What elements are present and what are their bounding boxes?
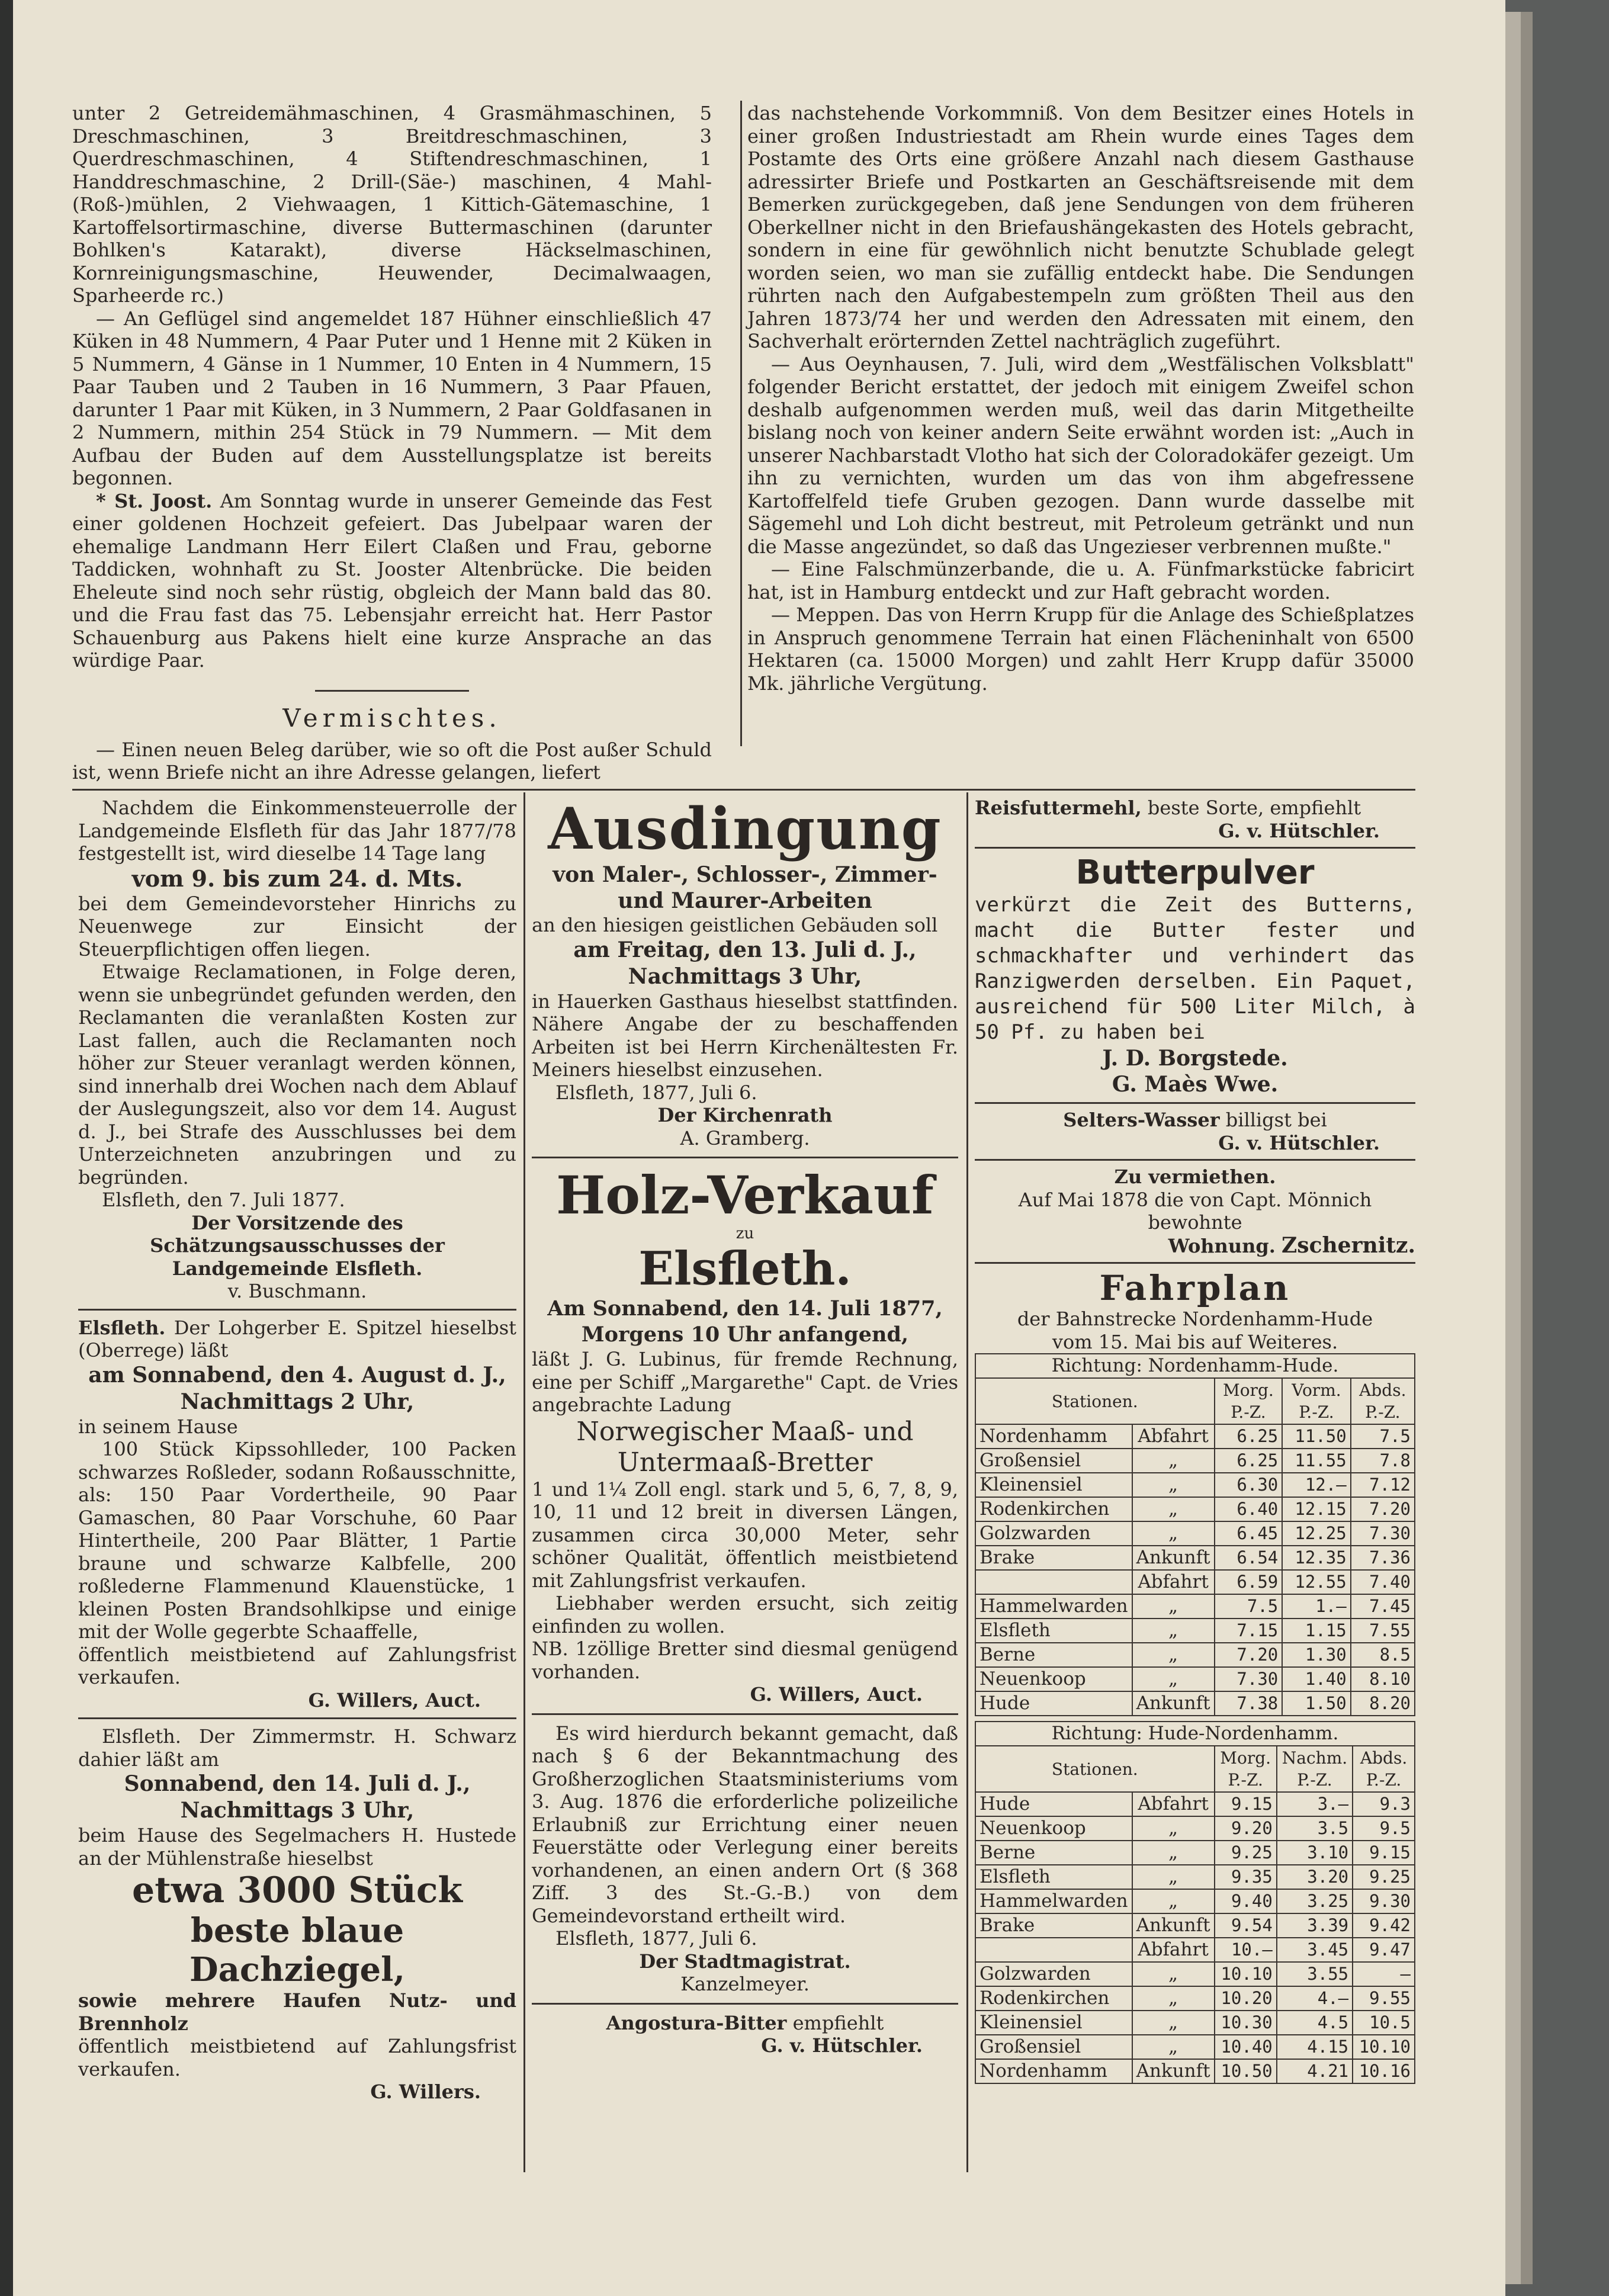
timetable-time: 7.30 [1215, 1667, 1283, 1691]
ads-rule-2 [966, 792, 968, 2172]
timetable-station: Elsfleth [975, 1619, 1132, 1643]
timetable-time: 6.40 [1215, 1497, 1283, 1521]
timetable-time: 4.— [1277, 1986, 1353, 2011]
ad-divider [78, 1309, 516, 1311]
timetable-station: Berne [975, 1841, 1132, 1865]
ad-leather-lead: Elsfleth. [78, 1316, 166, 1339]
section-divider [315, 690, 469, 692]
ads-rule-1 [524, 792, 525, 2172]
timetable-time: 7.5 [1351, 1424, 1415, 1449]
timetable-note: Abfahrt [1132, 1424, 1215, 1449]
timetable-direction-1: Richtung: Nordenhamm-Hude. [975, 1354, 1415, 1378]
timetable-time: 10.— [1215, 1938, 1277, 1962]
timetable-direction-2: Richtung: Hude-Nordenhamm. [975, 1722, 1415, 1746]
ad-leather-place: in seinem Hause [78, 1415, 238, 1438]
ad-roof-terms: öffentlich meistbietend auf Zahlungsfrist verkaufen. [78, 2035, 516, 2080]
ad-leather-auctioneer: G. Willers, Auct. [308, 1688, 481, 1711]
table-row [975, 2011, 1415, 2035]
timetable-time: 9.15 [1215, 1792, 1277, 1816]
timetable-station: Golzwarden [975, 1521, 1132, 1546]
timetable-station: Hude [975, 1691, 1132, 1716]
ad-tax-date: Elsfleth, den 7. Juli 1877. [102, 1189, 345, 1211]
ad-tender-details: in Hauerken Gasthaus hieselbst stattfinden. Nähere Angabe der zu beschaffenden Arbeiten ist bei Herrn Kirchenältesten Fr. Meiners hieselbst einzusehen. [532, 990, 958, 1081]
timetable-time: 10.16 [1353, 2059, 1415, 2083]
ad-divider [975, 1262, 1415, 1264]
ad-wood-sale [532, 1165, 958, 1706]
ad-selters-seller: G. v. Hütschler. [1218, 1131, 1380, 1154]
ad-wood-title: Holz-Verkauf [556, 1164, 934, 1226]
timetable-time: 10.50 [1215, 2059, 1277, 2083]
timetable-note: „ [1132, 1643, 1215, 1667]
ad-divider [975, 1102, 1415, 1104]
timetable-time: 6.54 [1215, 1546, 1283, 1570]
article-oeynhausen: — Aus Oeynhausen, 7. Juli, wird dem „Westfälischen Volksblatt" folgender Bericht erstattet, der jedoch mit einigem Zweifel schon deshalb aufgenommen werden muß, weil das darin Mitgetheilte bislang noch von keiner andern Seite erwähnt worden ist: „Auch in unserer Nachbarstadt Vlotho hat sich der Coloradokäfer gezeigt. Um ihn zu vernichten, wurden um das von ihm abgefressene Kartoffelfeld tiefe Gruben gezogen. Dann wurde dasselbe mit Sägemehl und Loh dicht bestreut, mit Petroleum getränkt und nun die Masse angezündet, so daß das Ungezieser verbrennen mußte." [747, 352, 1414, 558]
timetable-time: 3.5 [1277, 1816, 1353, 1841]
ad-roof-auctioneer: G. Willers. [370, 2080, 481, 2103]
timetable-col-stations: Stationen. [975, 1378, 1215, 1424]
ad-wood-spec: 1 und 1¼ Zoll engl. stark und 5, 6, 7, 8, 9, 10, 11 und 12 breit in diversen Längen, zusammen circa 30,000 Meter, sehr schöner Qualität, öffentlich meistbietend mit Zahlungsfrist verkaufen. [532, 1478, 958, 1592]
table-row [975, 1841, 1415, 1865]
ad-leather-goods: 100 Stück Kipssohlleder, 100 Packen schwarzes Roßleder, sodann Roßausschnitte, als: 150 Paar Vordertheile, 90 Paar Gamaschen, 80 Paar Vorschuhe, 60 Paar Hintertheile, 200 Paar Blätter, 1 Partie braune und schwarze Kalbfelle, 200 roßlederne Flammenund Klauenstücke, 1 kleinen Posten Brandsohlkipse und einige mit der Wolle gegerbte Schaaffelle, [78, 1438, 516, 1643]
article-st-joost [72, 490, 712, 672]
ad-fire-signatory: Der Stadtmagistrat. [639, 1950, 851, 1973]
timetable-time: 12.15 [1282, 1497, 1350, 1521]
timetable-time: 7.20 [1351, 1497, 1415, 1521]
timetable-time: 6.59 [1215, 1570, 1283, 1594]
timetable-col-evening: Abds. P.-Z. [1351, 1378, 1415, 1424]
timetable-note: „ [1132, 1962, 1215, 1986]
timetable-note: Ankunft [1132, 1546, 1215, 1570]
table-row [975, 1962, 1415, 1986]
timetable-station: Großensiel [975, 1449, 1132, 1473]
table-row [975, 1667, 1415, 1691]
timetable-time: 9.25 [1353, 1865, 1415, 1889]
ad-butter-title: Butterpulver [1075, 853, 1315, 892]
table-row [975, 1521, 1415, 1546]
timetable-station: Großensiel [975, 2035, 1132, 2059]
timetable-time: 10.10 [1353, 2035, 1415, 2059]
ad-roof-intro: Elsfleth. Der Zimmermstr. H. Schwarz dahier läßt am [78, 1725, 516, 1771]
timetable-note: „ [1132, 1619, 1215, 1643]
ad-rent-line [975, 1234, 1415, 1258]
timetable-col-stations: Stationen. [975, 1746, 1215, 1792]
ad-fire-text: Es wird hierdurch bekannt gemacht, daß nach § 6 der Bekanntmachung des Großherzoglichen Staatsministeriums vom 3. Aug. 1876 die erforderliche polizeiliche Erlaubniß zur Errichtung einer neuen Feuerstätte oder Verlegung einer bereits vorhandenen, an einen andern Ort (§ 368 Ziff. 3 des St.-G.-B.) von dem Gemeindevorstand ertheilt wird. [532, 1722, 958, 1927]
timetable-time: 9.42 [1353, 1913, 1415, 1938]
timetable-time: 9.35 [1215, 1865, 1277, 1889]
timetable-time: 6.45 [1215, 1521, 1283, 1546]
timetable-time: 1.50 [1282, 1691, 1350, 1716]
table-row [975, 2059, 1415, 2083]
timetable-time: 9.25 [1215, 1841, 1277, 1865]
article-machinery: unter 2 Getreidemähmaschinen, 4 Grasmähmaschinen, 5 Dreschmaschinen, 3 Breitdreschmaschinen, 3 Querdreschmaschinen, 4 Stiftendreschmaschinen, 1 Handdreschmaschine, 2 Drill-(Säe-) maschinen, 4 Mahl-(Roß-)mühlen, 2 Viehwaagen, 1 Kittich-Gätemaschine, 1 Kartoffelsortirmaschine, diverse Buttermaschinen (darunter Bohlken's Katarakt), diverse Häckselmaschinen, Kornreinigungsmaschine, Heuwender, Decimalwaagen, Sparheerde rc.) [72, 102, 712, 307]
table-row [975, 1473, 1415, 1497]
table-row [975, 1449, 1415, 1473]
page-stack-edge [1505, 12, 1521, 2284]
article-post: — Einen neuen Beleg darüber, wie so oft die Post außer Schuld ist, wenn Briefe nicht an ihre Adresse gelangen, liefert [72, 738, 712, 783]
timetable-station: Berne [975, 1643, 1132, 1667]
ad-wood-invite: Liebhaber werden ersucht, sich zeitig einfinden zu wollen. [532, 1592, 958, 1637]
article-meppen: — Meppen. Das von Herrn Krupp für die Anlage des Schießplatzes in Anspruch genommene Terrain hat einen Flächeninhalt von 6500 Hektaren (ca. 15000 Morgen) und zahlt Herr Krupp dafür 35000 Mk. jährliche Vergütung. [747, 603, 1414, 695]
timetable-note: Ankunft [1132, 1691, 1215, 1716]
timetable-col-forenoon: Vorm. P.-Z. [1282, 1378, 1350, 1424]
timetable-time: 1.— [1282, 1594, 1350, 1619]
timetable [975, 1269, 1415, 2084]
ad-divider [975, 1159, 1415, 1161]
timetable-note: „ [1132, 1816, 1215, 1841]
ad-wood-note: NB. 1zöllige Bretter sind diesmal genügend vorhanden. [532, 1637, 958, 1683]
table-row [975, 1570, 1415, 1594]
timetable-time: 7.38 [1215, 1691, 1283, 1716]
timetable-time: 12.25 [1282, 1521, 1350, 1546]
timetable-time: 1.15 [1282, 1619, 1350, 1643]
ad-divider [532, 1157, 958, 1158]
timetable-time: 7.30 [1351, 1521, 1415, 1546]
timetable-station: Elsfleth [975, 1865, 1132, 1889]
ad-tender-signatory-name: A. Gramberg. [680, 1126, 810, 1149]
timetable-station: Neuenkoop [975, 1816, 1132, 1841]
timetable-station: Hammelwarden [975, 1594, 1132, 1619]
timetable-time: 9.55 [1353, 1986, 1415, 2011]
timetable-time: 4.15 [1277, 2035, 1353, 2059]
timetable-time: 9.15 [1353, 1841, 1415, 1865]
article-poultry: — An Geflügel sind angemeldet 187 Hühner einschließlich 47 Küken in 48 Nummern, 4 Paar Puter und 1 Henne mit 2 Küken in 5 Nummern, 4 Gänse in 1 Nummer, 10 Enten in 4 Nummern, 15 Paar Tauben und 2 Tauben in 16 Nummern, 3 Paar Pfauen, darunter 1 Paar mit Küken, in 3 Nummern, 2 Paar Goldfasanen in 2 Nummern, mithin 254 Stück in 79 Nummern. — Mit dem Aufbau der Buden auf dem Ausstellungsplatze ist bereits begonnen. [72, 307, 712, 489]
ad-roof-tiles [78, 1725, 516, 2104]
timetable-time: 7.8 [1351, 1449, 1415, 1473]
table-row [975, 2035, 1415, 2059]
article-hotel-letters: das nachstehende Vorkommniß. Von dem Besitzer eines Hotels in einer großen Industriestadt am Rhein wurde eines Tages dem Postamte des Orts eine größere Anzahl nach diesem Gasthause adressirter Briefe und Postkarten an Geschäftsreisende mit dem Bemerken zurückgegeben, daß jene Sendungen von dem früheren Oberkellner nicht in den Briefaushängekasten des Hotels gebracht, sondern in eine für gewöhnlich nicht benutzte Schublade gelegt worden seien, wo man sie zufällig entdeckt habe. Die Sendungen rührten nach den Aufgabestempeln zum größten Theil aus den Jahren 1873/74 her und werden den Adressaten mit einem, den Sachverhalt erörternden Zettel nachträglich zugeführt. [747, 102, 1414, 352]
ad-tender-when: am Freitag, den 13. Juli d. J., Nachmittags 3 Uhr, [573, 937, 917, 989]
section-heading-vermischtes: Vermischtes. [282, 703, 502, 733]
timetable-note: Abfahrt [1132, 1570, 1215, 1594]
ad-rice-text: beste Sorte, empfiehlt [1141, 797, 1361, 819]
ad-butter-seller-2: G. Maès Wwe. [1112, 1072, 1279, 1097]
timetable-time: 3.25 [1277, 1889, 1353, 1913]
ad-tender-signatory: Der Kirchenrath [657, 1104, 833, 1126]
ad-rent-name: Zschernitz. [1282, 1232, 1415, 1258]
timetable-station: Kleinensiel [975, 1473, 1132, 1497]
timetable-time: 9.47 [1353, 1938, 1415, 1962]
timetable-note: „ [1132, 1521, 1215, 1546]
ad-tender [532, 797, 958, 1149]
ad-wood-place: Elsfleth. [638, 1242, 852, 1296]
timetable-col-morning: Morg. P.-Z. [1215, 1746, 1277, 1792]
ad-tax-location: bei dem Gemeindevorsteher Hinrichs zu Neuenwege zur Einsicht der Steuerpflichtigen offen liegen. [78, 892, 516, 961]
table-row [975, 1643, 1415, 1667]
timetable-time: 10.40 [1215, 2035, 1277, 2059]
timetable-station: Hammelwarden [975, 1889, 1132, 1913]
ad-divider [532, 1713, 958, 1715]
timetable-time: 3.39 [1277, 1913, 1353, 1938]
ad-rent [975, 1165, 1415, 1257]
timetable-time: 8.20 [1351, 1691, 1415, 1716]
timetable-time: 11.55 [1282, 1449, 1350, 1473]
table-row [975, 1865, 1415, 1889]
timetable-note: Ankunft [1132, 2059, 1215, 2083]
timetable-station: Brake [975, 1913, 1132, 1938]
ad-tax-signatory-name: v. Buschmann. [227, 1280, 367, 1302]
timetable-note: „ [1132, 1449, 1215, 1473]
timetable-time: 3.55 [1277, 1962, 1353, 1986]
timetable-time: 3.20 [1277, 1865, 1353, 1889]
timetable-time: 7.36 [1351, 1546, 1415, 1570]
timetable-station: Kleinensiel [975, 2011, 1132, 2035]
ad-rice-line [975, 797, 1415, 820]
timetable-time: 9.30 [1353, 1889, 1415, 1913]
timetable-note: „ [1132, 1865, 1215, 1889]
ad-tax-dates: vom 9. bis zum 24. d. Mts. [131, 865, 463, 892]
timetable-time: 1.30 [1282, 1643, 1350, 1667]
ad-tender-object: an den hiesigen geistlichen Gebäuden soll [532, 914, 938, 936]
table-row [975, 1619, 1415, 1643]
timetable-station: Golzwarden [975, 1962, 1132, 1986]
timetable-time: 9.40 [1215, 1889, 1277, 1913]
ad-wood-goods: Norwegischer Maaß- und Untermaaß-Bretter [576, 1416, 914, 1478]
ad-divider [975, 847, 1415, 849]
ad-roof-goods: beste blaue Dachziegel, [190, 1911, 405, 1989]
ad-rice-seller: G. v. Hütschler. [1218, 819, 1380, 842]
table-row [975, 1986, 1415, 2011]
timetable-time: 10.10 [1215, 1962, 1277, 1986]
ad-roof-when: Sonnabend, den 14. Juli d. J., Nachmittags 3 Uhr, [124, 1771, 471, 1823]
ad-fire-notice [532, 1722, 958, 1996]
timetable-station: Nordenhamm [975, 2059, 1132, 2083]
timetable-note: „ [1132, 2035, 1215, 2059]
table-row [975, 1424, 1415, 1449]
ads-column-3 [975, 797, 1415, 2084]
ad-tax-reclamations: Etwaige Reclamationen, in Folge deren, wenn sie unbegründet gefunden werden, den Reclamanten die veranlaßten Kosten zur Last fallen, auch die Reclamanten noch höher zur Steuer veranlagt werden können, sind innerhalb drei Wochen nach dem Ablauf der Auslegungszeit, also vor dem 14. August d. J., bei Strafe des Ausschlusses bei dem Unterzeichneten anzubringen und zu begründen. [78, 961, 516, 1189]
ad-divider [532, 2003, 958, 2005]
ad-bitter-product: Angostura-Bitter [606, 2011, 787, 2034]
ad-rice-meal [975, 797, 1415, 842]
table-row [975, 1816, 1415, 1841]
ad-roof-wood: sowie mehrere Haufen Nutz- und Brennholz [78, 1989, 516, 2035]
timetable-note: Abfahrt [1132, 1938, 1215, 1962]
timetable-time: 3.— [1277, 1792, 1353, 1816]
timetable-station [975, 1570, 1132, 1594]
timetable-note: „ [1132, 1473, 1215, 1497]
ad-butter-text: verkürzt die Zeit des Butterns, macht die Butter fester und schmackhafter und verhindert das Ranzigwerden derselben. Ein Paquet, ausreichend für 500 Liter Milch, à 50 Pf. zu haben bei [975, 893, 1415, 1044]
ad-tax-notice [78, 797, 516, 1303]
timetable-time: 7.20 [1215, 1643, 1283, 1667]
table-row [975, 1691, 1415, 1716]
timetable-time: 7.55 [1351, 1619, 1415, 1643]
table-row [975, 1938, 1415, 1962]
ad-leather-text: Der Lohgerber E. Spitzel hieselbst (Oberrege) läßt [78, 1316, 516, 1361]
timetable-southbound-table [975, 1721, 1415, 2084]
timetable-note: „ [1132, 1986, 1215, 2011]
table-row [975, 1546, 1415, 1570]
timetable-note: „ [1132, 1594, 1215, 1619]
timetable-note: Ankunft [1132, 1913, 1215, 1938]
timetable-note: „ [1132, 2011, 1215, 2035]
table-row [975, 1594, 1415, 1619]
ad-selters-text: billigst bei [1219, 1109, 1327, 1131]
ad-wood-when: Am Sonnabend, den 14. Juli 1877, Morgens 10 Uhr anfangend, [547, 1296, 943, 1347]
timetable-time: 10.5 [1353, 2011, 1415, 2035]
timetable-time: 4.5 [1277, 2011, 1353, 2035]
article-column-top-right [747, 102, 1414, 695]
timetable-time: 12.35 [1282, 1546, 1350, 1570]
ads-column-1 [78, 797, 516, 2104]
ad-fire-date: Elsfleth, 1877, Juli 6. [555, 1927, 757, 1950]
ads-top-rule [72, 789, 1415, 791]
ad-wood-auctioneer: G. Willers, Auct. [750, 1683, 923, 1706]
timetable-time: 7.15 [1215, 1619, 1283, 1643]
timetable-time: 9.5 [1353, 1816, 1415, 1841]
ad-bitter-seller: G. v. Hütschler. [761, 2034, 923, 2057]
article-column-top-left [72, 102, 712, 784]
timetable-time: 6.30 [1215, 1473, 1283, 1497]
ad-rice-product: Reisfuttermehl, [975, 797, 1142, 819]
timetable-col-evening: Abds. P.-Z. [1353, 1746, 1415, 1792]
ad-tender-title: Ausdingung [548, 795, 942, 862]
timetable-col-afternoon: Nachm. P.-Z. [1277, 1746, 1353, 1792]
timetable-note: Abfahrt [1132, 1792, 1215, 1816]
timetable-time: 12.55 [1282, 1570, 1350, 1594]
timetable-time: 9.20 [1215, 1816, 1277, 1841]
ad-tender-date: Elsfleth, 1877, Juli 6. [555, 1081, 757, 1104]
timetable-time: 4.21 [1277, 2059, 1353, 2083]
ad-leather-terms: öffentlich meistbietend auf Zahlungsfrist verkaufen. [78, 1643, 516, 1688]
ad-rent-wohnung: Wohnung. [1168, 1234, 1276, 1257]
timetable-time: 10.30 [1215, 2011, 1277, 2035]
ad-selters-product: Selters-Wasser [1063, 1109, 1220, 1131]
timetable-station: Rodenkirchen [975, 1986, 1132, 2011]
timetable-time: 6.25 [1215, 1424, 1283, 1449]
table-row [975, 1497, 1415, 1521]
timetable-time: 10.20 [1215, 1986, 1277, 2011]
timetable-time: 8.5 [1351, 1643, 1415, 1667]
timetable-title: Fahrplan [1099, 1268, 1291, 1308]
ad-tax-signatory: Der Vorsitzende des Schätzungsausschusses der Landgemeinde Elsfleth. [150, 1211, 445, 1280]
timetable-northbound-table [975, 1353, 1415, 1716]
timetable-time: 8.10 [1351, 1667, 1415, 1691]
timetable-station: Rodenkirchen [975, 1497, 1132, 1521]
timetable-note: „ [1132, 1667, 1215, 1691]
timetable-time: 9.3 [1353, 1792, 1415, 1816]
ad-bitter-line [532, 2012, 958, 2035]
table-row [975, 1792, 1415, 1816]
table-row [975, 1913, 1415, 1938]
page-stack-edge-shadow [1521, 12, 1533, 2284]
ad-fire-signatory-name: Kanzelmeyer. [680, 1973, 810, 1995]
ad-selters [975, 1109, 1415, 1154]
timetable-time: 7.12 [1351, 1473, 1415, 1497]
timetable-time: 7.40 [1351, 1570, 1415, 1594]
ads-column-2 [532, 797, 958, 2057]
ad-leather-intro [78, 1316, 516, 1362]
timetable-time: 6.25 [1215, 1449, 1283, 1473]
ad-wood-seller: läßt J. G. Lubinus, für fremde Rechnung, eine per Schiff „Margarethe" Capt. de Vries angebrachte Ladung [532, 1348, 958, 1416]
timetable-station [975, 1938, 1132, 1962]
ad-bitter-text: empfiehlt [786, 2011, 884, 2034]
ad-selters-line [975, 1109, 1415, 1132]
newspaper-page [13, 0, 1505, 2296]
timetable-time: 1.40 [1282, 1667, 1350, 1691]
ad-butter-powder [975, 853, 1415, 1097]
ad-butter-seller-1: J. D. Borgstede. [1102, 1046, 1288, 1071]
timetable-time: 3.10 [1277, 1841, 1353, 1865]
timetable-route: der Bahnstrecke Nordenhamm-Hude [1017, 1308, 1373, 1330]
timetable-station: Hude [975, 1792, 1132, 1816]
timetable-time: 7.5 [1215, 1594, 1283, 1619]
timetable-col-morning: Morg. P.-Z. [1215, 1378, 1283, 1424]
article-st-joost-text: Am Sonntag wurde in unserer Gemeinde das Fest einer goldenen Hochzeit gefeiert. Das Jubelpaar waren der ehemalige Landmann Herr Eilert Claßen und Frau, geborne Taddicken, wohnhaft zu St. Jooster Altenbrücke. Die beiden Eheleute sind noch sehr rüstig, obgleich der Mann bald das 80. und die Frau fast das 75. Lebensjahr erreicht hat. Herr Pastor Schauenburg aus Pakens hielt eine kurze Ansprache an das würdige Paar. [72, 489, 712, 672]
ad-rent-title: Zu vermiethen. [1114, 1165, 1276, 1188]
timetable-note: „ [1132, 1497, 1215, 1521]
timetable-time: — [1353, 1962, 1415, 1986]
ad-bitter [532, 2012, 958, 2057]
scan-edge-left [0, 0, 13, 2296]
ad-leather-when: am Sonnabend, den 4. August d. J., Nachmittags 2 Uhr, [88, 1362, 506, 1414]
timetable-time: 7.45 [1351, 1594, 1415, 1619]
timetable-validity: vom 15. Mai bis auf Weiteres. [1052, 1330, 1338, 1353]
ad-divider [78, 1717, 516, 1719]
ad-roof-quantity: etwa 3000 Stück [132, 1870, 463, 1911]
ad-leather-auction [78, 1316, 516, 1712]
timetable-note: „ [1132, 1889, 1215, 1913]
ad-wood-zu: zu [736, 1225, 754, 1242]
timetable-station: Nordenhamm [975, 1424, 1132, 1449]
timetable-time: 3.45 [1277, 1938, 1353, 1962]
timetable-time: 9.54 [1215, 1913, 1277, 1938]
timetable-note: „ [1132, 1841, 1215, 1865]
ad-roof-place: beim Hause des Segelmachers H. Hustede an der Mühlenstraße hieselbst [78, 1824, 516, 1870]
ad-rent-text: Auf Mai 1878 die von Capt. Mönnich bewohnte [1018, 1188, 1372, 1234]
ad-tax-intro: Nachdem die Einkommensteuerrolle der Landgemeinde Elsfleth für das Jahr 1877/78 festgestellt ist, wird dieselbe 14 Tage lang [78, 797, 516, 865]
article-st-joost-lead: * St. Joost. [96, 489, 213, 512]
column-rule-top [740, 101, 742, 746]
timetable-station: Brake [975, 1546, 1132, 1570]
table-row [975, 1889, 1415, 1913]
ad-tender-subtitle: von Maler-, Schlosser-, Zimmer- und Maurer-Arbeiten [553, 862, 937, 913]
article-counterfeit: — Eine Falschmünzerbande, die u. A. Fünfmarkstücke fabricirt hat, ist in Hamburg entdeckt und zur Haft gebracht worden. [747, 558, 1414, 603]
timetable-station: Neuenkoop [975, 1667, 1132, 1691]
timetable-time: 11.50 [1282, 1424, 1350, 1449]
timetable-time: 12.— [1282, 1473, 1350, 1497]
